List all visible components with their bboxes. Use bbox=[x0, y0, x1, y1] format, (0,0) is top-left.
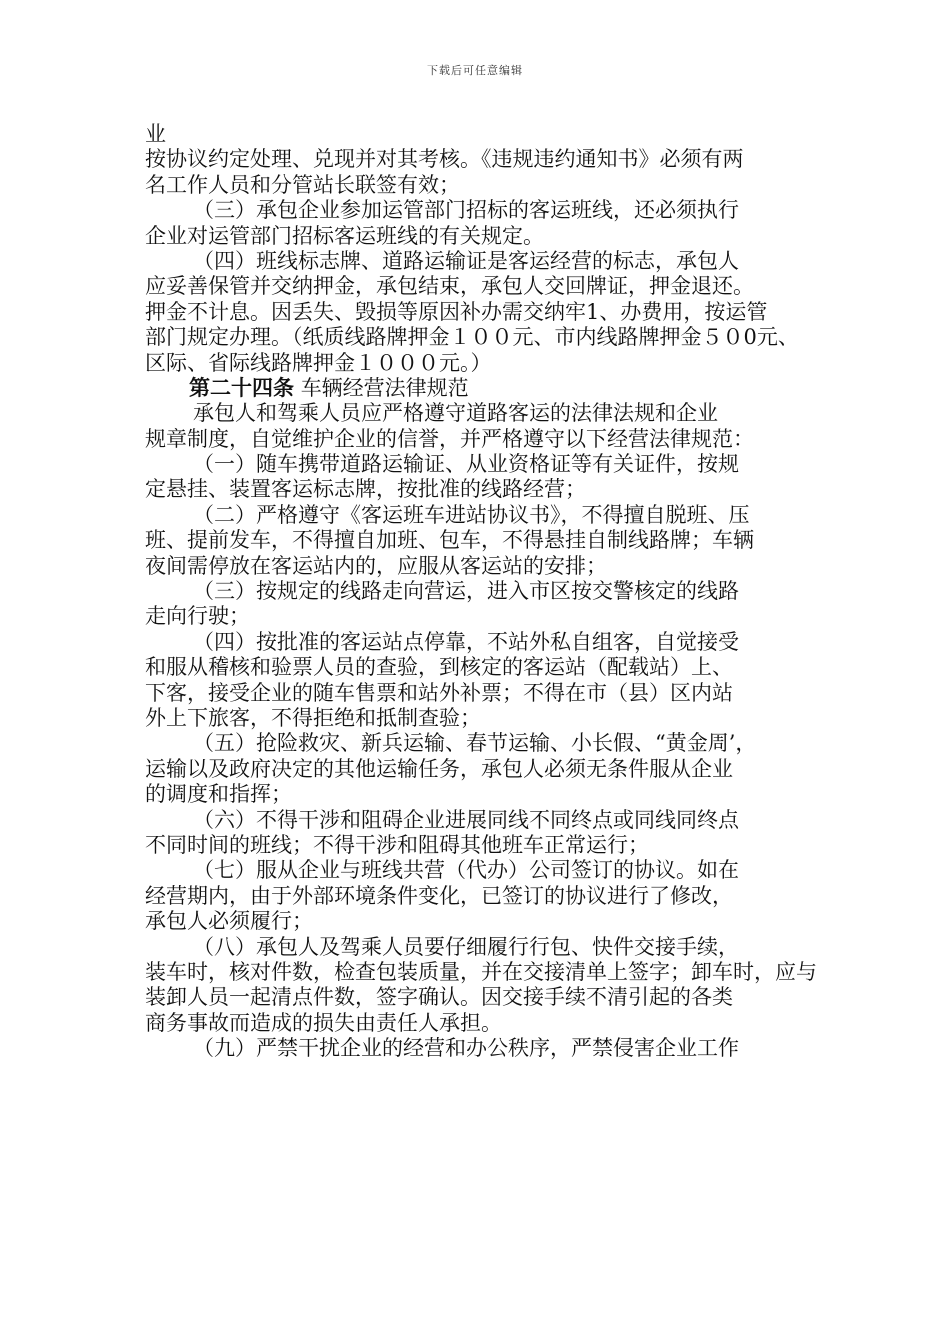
text-line: 商务事故而造成的损失由责任人承担。 bbox=[145, 1010, 502, 1035]
text-line: 的调度和指挥； bbox=[145, 782, 292, 807]
text-line bbox=[145, 147, 815, 172]
text-line: 应妥善保管并交纳押金，承包结束，承包人交回牌证，押金退还。 bbox=[145, 274, 754, 299]
text-line: 运输以及政府决定的其他运输任务，承包人必须无条件服从企业 bbox=[145, 756, 733, 781]
text-line: 业 bbox=[145, 122, 166, 146]
article-heading bbox=[145, 376, 815, 401]
page-header-note: 下载后可任意编辑 bbox=[427, 64, 523, 77]
text-line: 企业对运管部门招标客运班线的有关规定。 bbox=[145, 223, 544, 248]
text-line: 装卸人员一起清点件数，签字确认。因交接手续不清引起的各类 bbox=[145, 985, 733, 1010]
article-number: 第二十四条 bbox=[189, 375, 294, 400]
text-line: 班、提前发车，不得擅自加班、包车，不得悬挂自制线路牌；车辆 bbox=[145, 528, 754, 553]
text-line: 下客，接受企业的随车售票和站外补票；不得在市（县）区内站 bbox=[145, 680, 733, 705]
text-line: 部门规定办理。（纸质线路牌押金１００元、市内线路牌押金５０0元、 bbox=[145, 325, 799, 350]
text-line: （五）抢险救灾、新兵运输、春节运输、小长假、“黄金周’， bbox=[193, 731, 757, 756]
text-line: 承包人和驾乘人员应严格遵守道路客运的法律法规和企业 bbox=[193, 401, 718, 426]
text-line: （六）不得干涉和阻碍企业进展同线不同终点或同线同终点 bbox=[193, 807, 739, 832]
text-line: 不同时间的班线；不得干涉和阻碍其他班车正常运行； bbox=[145, 832, 649, 857]
text-line-main: 按协议约定处理、兑现并对其考核。《违规违约通知书》必须有两 bbox=[145, 147, 744, 172]
text-line: 走向行驶； bbox=[145, 604, 250, 629]
text-line: 和服从稽核和验票人员的查验，到核定的客运站（配载站）上、 bbox=[145, 655, 733, 680]
document-body bbox=[145, 122, 815, 1061]
text-line: （八）承包人及驾乘人员要仔细履行行包、快件交接手续， bbox=[193, 934, 739, 959]
text-line: （一）随车携带道路运输证、从业资格证等有关证件，按规 bbox=[193, 452, 739, 477]
text-line: （七）服从企业与班线共营（代办）公司签订的协议。如在 bbox=[193, 858, 739, 883]
text-line: 夜间需停放在客运站内的，应服从客运站的安排； bbox=[145, 553, 607, 578]
text-line: （四）班线标志牌、道路运输证是客运经营的标志，承包人 bbox=[193, 248, 739, 273]
text-line: 装车时，核对件数，检查包装质量，并在交接清单上签字；卸车时，应与 bbox=[145, 959, 817, 984]
text-line: 承包人必须履行； bbox=[145, 909, 313, 934]
text-line: 经营期内，由于外部环境条件变化，已签订的协议进行了修改， bbox=[145, 883, 733, 908]
text-line: （二）严格遵守《客运班车进站协议书》，不得擅自脱班、压 bbox=[193, 502, 750, 527]
text-line: （三）按规定的线路走向营运，进入市区按交警核定的线路 bbox=[193, 579, 739, 604]
text-line: 名工作人员和分管站长联签有效； bbox=[145, 172, 460, 197]
text-line: （四）按批准的客运站点停靠，不站外私自组客，自觉接受 bbox=[193, 629, 739, 654]
text-line: （三）承包企业参加运管部门招标的客运班线，还必须执行 bbox=[193, 198, 739, 223]
text-line: 押金不计息。因丢失、毁损等原因补办需交纳牢1、办费用，按运管 bbox=[145, 299, 768, 324]
article-title: 车辆经营法律规范 bbox=[300, 375, 469, 400]
text-line: （九）严禁干扰企业的经营和办公秩序，严禁侵害企业工作 bbox=[193, 1036, 739, 1061]
text-line: 区际、省际线路牌押金１０００元。） bbox=[145, 350, 492, 375]
text-line: 规章制度，自觉维护企业的信誉，并严格遵守以下经营法律规范： bbox=[145, 426, 754, 451]
text-line: 定悬挂、装置客运标志牌，按批准的线路经营； bbox=[145, 477, 586, 502]
text-line: 外上下旅客，不得拒绝和抵制查验； bbox=[145, 705, 481, 730]
